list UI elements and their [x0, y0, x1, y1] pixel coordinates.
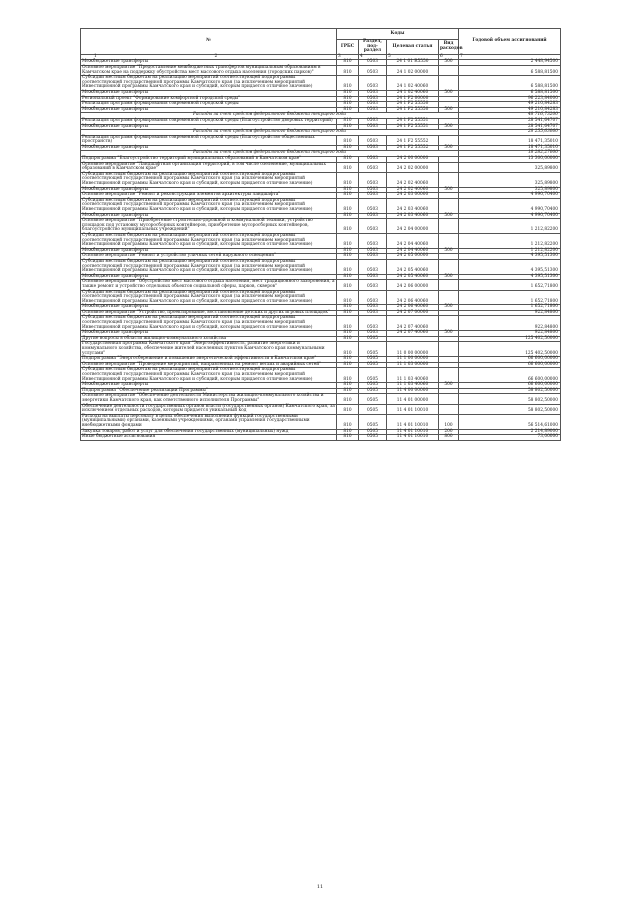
- amount-cell: 1 212,82200: [459, 233, 561, 248]
- table-row: [81, 394, 561, 404]
- vr-cell: [439, 219, 459, 234]
- section-cell: 0503: [359, 193, 387, 199]
- target-cell: 24 2 07 00000: [387, 310, 439, 316]
- section-cell: 0505: [359, 435, 387, 441]
- column-index: 6: [439, 54, 459, 60]
- section-cell: 0503: [359, 90, 387, 96]
- table-row: [81, 65, 561, 75]
- budget-table: [80, 28, 561, 441]
- target-cell: 11 1 03 40060: [387, 383, 439, 389]
- section-cell: 0503: [359, 316, 387, 331]
- vr-cell: [439, 394, 459, 404]
- vr-cell: 500: [439, 213, 459, 219]
- table-header: [81, 29, 561, 55]
- amount-cell: 2 214,89000: [459, 429, 561, 435]
- description-cell: Субсидии местным бюджетам на реализацию мероприятий соответствующей подпрограммы соответствующей государственной программы Камчатского края (за исключением мероприятий Инвестиционной программы Камчатского края и субсидий, которым придается отличное значение): [81, 290, 337, 305]
- grbs-cell: 810: [337, 254, 359, 260]
- target-cell: 24 2 03 40060: [387, 198, 439, 213]
- target-cell: 11 4 00 00000: [387, 388, 439, 394]
- grbs-cell: 810: [337, 219, 359, 234]
- description-cell: Субсидии местным бюджетам на реализацию мероприятий соответствующей подпрограммы соответствующей государственной программы Камчатского края (за исключением мероприятий Инвестиционной программы Камчатского края и субсидий, которым придается отличное значение): [81, 259, 337, 274]
- target-cell: 24 2 03 00000: [387, 193, 439, 199]
- target-cell: 11 1 03 00000: [387, 362, 439, 368]
- table-row: [81, 219, 561, 234]
- description-cell: Основное мероприятие "Обустройство мест массового отдыха населения, мест традиционного захоронения, а также ремонт и устройство отдельных объектов социальной сферы, парков, скверов": [82, 279, 335, 289]
- section-cell: 0503: [359, 290, 387, 305]
- description-cell: Межбюджетные трансферты: [81, 90, 337, 96]
- target-cell: 11 4 01 10010: [387, 429, 439, 435]
- grbs-cell: 810: [337, 414, 359, 429]
- target-cell: 24 2 06 00000: [387, 280, 439, 290]
- section-cell: 0503: [359, 124, 387, 130]
- target-cell: 24 1 F2 55552: [387, 145, 439, 151]
- grbs-cell: 810: [337, 107, 359, 113]
- target-cell: 24 1 01 R5550: [387, 60, 439, 66]
- amount-cell: 922,84800: [459, 310, 561, 316]
- vr-cell: [439, 76, 459, 91]
- grbs-cell: 810: [337, 435, 359, 441]
- description-cell: Другие вопросы в области жилищно-коммунального хозяйства: [81, 336, 337, 342]
- table-row: [81, 259, 561, 274]
- grbs-cell: 810: [337, 213, 359, 219]
- table-row: [81, 172, 561, 187]
- grbs-cell: 810: [337, 357, 359, 363]
- section-cell: 0503: [359, 162, 387, 172]
- column-index: 3: [337, 54, 359, 60]
- target-cell: 24 2 04 40060: [387, 248, 439, 254]
- header-total: Годовой объем ассигнований: [459, 29, 561, 55]
- section-cell: 0505: [359, 336, 387, 342]
- grbs-cell: 810: [337, 259, 359, 274]
- target-cell: 11 0 00 00000: [387, 342, 439, 357]
- vr-cell: [439, 259, 459, 274]
- section-cell: 0503: [359, 198, 387, 213]
- amount-cell: 325,89800: [459, 172, 561, 187]
- target-cell: 24 2 06 40060: [387, 305, 439, 311]
- vr-cell: 500: [439, 60, 459, 66]
- vr-cell: 500: [439, 274, 459, 280]
- grbs-cell: 810: [337, 331, 359, 337]
- vr-cell: 500: [439, 331, 459, 337]
- target-cell: 24 1 F2 55551: [387, 118, 439, 124]
- column-index-label: 2: [214, 53, 218, 59]
- vr-cell: [439, 316, 459, 331]
- description-cell: Межбюджетные трансферты: [81, 60, 337, 66]
- description-cell: Региональный проект "Формирование комфортной городской среды": [81, 96, 337, 102]
- amount-cell: 4 990,70400: [459, 198, 561, 213]
- amount-cell: 66 600,00000: [459, 362, 561, 368]
- table-row: [81, 280, 561, 290]
- grbs-cell: 810: [337, 172, 359, 187]
- description-cell: Межбюджетные трансферты: [81, 145, 337, 151]
- section-cell: 0503: [359, 187, 387, 193]
- grbs-cell: 810: [337, 429, 359, 435]
- header-grbs: ГРБС: [337, 40, 359, 55]
- amount-cell: 4 990,70400: [459, 213, 561, 219]
- grbs-cell: 810: [337, 124, 359, 130]
- section-cell: 0503: [359, 280, 387, 290]
- section-cell: 0503: [359, 157, 387, 163]
- section-cell: 0505: [359, 394, 387, 404]
- vr-cell: [439, 280, 459, 290]
- description-cell: Реализация программ формирования современной городской среды: [81, 102, 337, 108]
- target-cell: 24 2 06 40060: [387, 290, 439, 305]
- vr-cell: 200: [439, 429, 459, 435]
- grbs-cell: 810: [337, 157, 359, 163]
- target-cell: 24 1 F2 55551: [387, 124, 439, 130]
- vr-cell: [439, 290, 459, 305]
- amount-cell: 4 395,51300: [459, 274, 561, 280]
- vr-cell: [439, 162, 459, 172]
- description-cell: Основное мероприятие "Проведение мероприятий, направленных на ремонт ветхих и аварийных сетей": [81, 362, 337, 368]
- table-row: [81, 290, 561, 305]
- target-cell: 24 2 07 40060: [387, 316, 439, 331]
- target-cell: 24 1 F2 55552: [387, 135, 439, 145]
- amount-cell: 6 588,81500: [459, 90, 561, 96]
- vr-cell: [439, 342, 459, 357]
- target-cell: 24 2 05 40060: [387, 274, 439, 280]
- table-row: [81, 435, 561, 441]
- description-cell: Межбюджетные трансферты: [81, 124, 337, 130]
- section-cell: 0503: [359, 102, 387, 108]
- description-cell: Основное мероприятие "Ландшафтная организация территорий, в том числе озеленение, муниципальных образований в Камчатском крае": [81, 162, 337, 172]
- section-cell: 0505: [359, 388, 387, 394]
- target-cell: 11 4 01 10010: [387, 435, 439, 441]
- section-cell: 0503: [359, 118, 387, 124]
- table-row: [81, 76, 561, 91]
- grbs-cell: 810: [337, 305, 359, 311]
- description-cell: Подпрограмма "Энергосбережение и повышение энергетической эффективности в Камчатском крае": [81, 357, 337, 363]
- note-text: Расходы за счет средств федерального бюджета текущего года: [81, 151, 459, 157]
- target-cell: 24 2 04 00000: [387, 219, 439, 234]
- grbs-cell: 810: [337, 233, 359, 248]
- amount-cell: 4 990,70400: [459, 193, 561, 199]
- table-row: [81, 414, 561, 429]
- amount-cell: 18 282,27000: [459, 151, 561, 157]
- amount-cell: 18 471,35010: [459, 145, 561, 151]
- description-cell: Субсидии местным бюджетам на реализацию мероприятий соответствующей подпрограммы соответствующей государственной программы Камчатского края (за исключением мероприятий Инвестиционной программы Камчатского края и субсидий, которым придается отличное значение): [81, 368, 337, 383]
- vr-cell: 500: [439, 383, 459, 389]
- amount-cell: 18 471,35010: [459, 135, 561, 145]
- target-cell: 24 2 02 40060: [387, 187, 439, 193]
- grbs-cell: 810: [337, 76, 359, 91]
- description-cell: Подпрограмма "Благоустройство территорий муниципальных образований в Камчатском крае": [81, 157, 337, 163]
- table-row: [81, 404, 561, 414]
- target-cell: 24 1 F2 00000: [387, 96, 439, 102]
- description-cell: Межбюджетные трансферты: [81, 248, 337, 254]
- grbs-cell: 810: [337, 274, 359, 280]
- target-cell: 11 4 01 10010: [387, 414, 439, 429]
- description-cell: Основное мероприятие "Предоставление межбюджетных трансфертов муниципальным образованиям в Камчатском крае на поддержку обустройства мест массового отдыха населения (городских парков)": [81, 65, 337, 75]
- description-cell: Межбюджетные трансферты: [81, 107, 337, 113]
- amount-cell: 48 716,73200: [459, 113, 561, 119]
- section-cell: 0503: [359, 107, 387, 113]
- grbs-cell: 810: [337, 96, 359, 102]
- target-cell: 24 1 02 40060: [387, 90, 439, 96]
- vr-cell: [439, 172, 459, 187]
- header-num: №: [81, 29, 337, 55]
- grbs-cell: 810: [337, 193, 359, 199]
- table-row: [81, 135, 561, 145]
- description-cell: Подпрограмма "Обеспечение реализации Программы": [81, 388, 337, 394]
- vr-cell: 800: [439, 435, 459, 441]
- amount-cell: 325,89800: [459, 187, 561, 193]
- amount-cell: 1 652,71800: [459, 290, 561, 305]
- section-cell: 0503: [359, 96, 387, 102]
- grbs-cell: 810: [337, 404, 359, 414]
- grbs-cell: 810: [337, 388, 359, 394]
- description-cell: Реализация программ формирования современной городской среды (Благоустройство дворовых территорий): [81, 118, 337, 124]
- vr-cell: [439, 135, 459, 145]
- vr-cell: 500: [439, 305, 459, 311]
- table-row: [81, 342, 561, 357]
- description-cell: Расходы на выплаты персоналу в целях обеспечения выполнения функций государственными (муниципальными) органами, казенными учреждениями, органами управления государственными внебюджетными фондами: [81, 414, 337, 429]
- target-cell: 24 2 04 40060: [387, 233, 439, 248]
- header-section: Раздел, под-раздел: [359, 40, 387, 55]
- grbs-cell: 810: [337, 60, 359, 66]
- description-cell: Субсидии местным бюджетам на реализацию мероприятий соответствующей подпрограммы соответствующей государственной программы Камчатского края (за исключением мероприятий Инвестиционной программы Камчатского края и субсидий, которым придается отличное значение): [81, 172, 337, 187]
- budget-document: [80, 28, 560, 441]
- grbs-cell: 810: [337, 102, 359, 108]
- vr-cell: [439, 233, 459, 248]
- target-cell: 24 1 F2 55550: [387, 107, 439, 113]
- target-cell: 24 2 07 40060: [387, 331, 439, 337]
- amount-cell: 4 395,51300: [459, 259, 561, 274]
- section-cell: 0503: [359, 274, 387, 280]
- description-cell: Закупка товаров, работ и услуг для обеспечения государственных (муниципальных) нужд: [81, 429, 337, 435]
- target-cell: 24 2 03 40060: [387, 213, 439, 219]
- section-cell: 0505: [359, 404, 387, 414]
- amount-cell: 125 402,50000: [459, 342, 561, 357]
- description-cell: Основное мероприятие "Ремонт и реконструкция элементов архитектуры ландшафта": [81, 193, 337, 199]
- description-cell: Иные бюджетные ассигнования: [81, 435, 337, 441]
- column-index: 4: [359, 54, 387, 60]
- amount-cell: 1 212,82200: [459, 248, 561, 254]
- vr-cell: 100: [439, 414, 459, 429]
- description-cell: Межбюджетные трансферты: [81, 274, 337, 280]
- section-cell: 0505: [359, 342, 387, 357]
- section-cell: 0503: [359, 233, 387, 248]
- section-cell: 0503: [359, 135, 387, 145]
- section-cell: 0503: [359, 305, 387, 311]
- section-cell: 0505: [359, 362, 387, 368]
- table-body: [81, 54, 561, 440]
- amount-cell: 6 588,81500: [459, 65, 561, 75]
- vr-cell: 500: [439, 90, 459, 96]
- description-cell: Субсидии местным бюджетам на реализацию мероприятий соответствующей подпрограммы соответствующей государственной программы Камчатского края (за исключением мероприятий Инвестиционной программы Камчатского края и субсидий, которым придается отличное значение): [81, 76, 337, 91]
- amount-cell: 56 514,61000: [459, 414, 561, 429]
- section-cell: 0503: [359, 310, 387, 316]
- grbs-cell: 810: [337, 135, 359, 145]
- amount-cell: 1 212,82200: [459, 219, 561, 234]
- table-row: [81, 162, 561, 172]
- amount-cell: 922,84800: [459, 316, 561, 331]
- description-cell: Межбюджетные трансферты: [81, 331, 337, 337]
- header-codes: Коды: [337, 29, 459, 40]
- section-cell: 0503: [359, 76, 387, 91]
- amount-cell: 325,89800: [459, 162, 561, 172]
- section-cell: 0503: [359, 219, 387, 234]
- description-cell: Основное мероприятие "Обеспечение деятельности Министерства жилищно-коммунального хозяйства и энергетики Камчатского края, как ответственного исполнителя Программы": [81, 394, 337, 404]
- section-cell: 0503: [359, 248, 387, 254]
- vr-cell: [439, 404, 459, 414]
- vr-cell: 500: [439, 187, 459, 193]
- grbs-cell: 810: [337, 187, 359, 193]
- description-cell: Государственная программа Камчатского края "Энергоэффективность, развитие энергетики и коммунального хозяйства, обеспечение жителей населенных пунктов Камчатского края коммунальными услугами": [81, 342, 337, 357]
- grbs-cell: 810: [337, 145, 359, 151]
- grbs-cell: 810: [337, 90, 359, 96]
- amount-cell: 66 600,00000: [459, 368, 561, 383]
- vr-cell: [439, 65, 459, 75]
- vr-cell: 500: [439, 107, 459, 113]
- description-cell: Обеспечение деятельности государственных органов власти (государственных органов) Камчатского края, за исключением отдельных расходов, которым придается уникальный код: [82, 403, 335, 414]
- amount-cell: 6 588,81500: [459, 76, 561, 91]
- note-text: Расходы за счет средств федерального бюджета текущего года: [81, 113, 459, 119]
- amount-cell: 66 600,00000: [459, 383, 561, 389]
- vr-cell: [439, 198, 459, 213]
- note-text: Расходы за счет средств федерального бюджета текущего года: [81, 130, 459, 136]
- target-cell: 24 2 05 00000: [387, 254, 439, 260]
- table-row: [81, 233, 561, 248]
- section-cell: 0503: [359, 254, 387, 260]
- amount-cell: 49 210,84283: [459, 102, 561, 108]
- amount-cell: 58 802,50000: [459, 404, 561, 414]
- section-cell: 0503: [359, 60, 387, 66]
- grbs-cell: 810: [337, 336, 359, 342]
- table-row: [81, 316, 561, 331]
- grbs-cell: 810: [337, 342, 359, 357]
- amount-cell: 28 255,63060: [459, 130, 561, 136]
- description-cell: Межбюджетные трансферты: [81, 187, 337, 193]
- amount-cell: 125 402,50000: [459, 336, 561, 342]
- grbs-cell: 810: [337, 248, 359, 254]
- amount-cell: 58 802,50000: [459, 388, 561, 394]
- description-cell: Субсидии местным бюджетам на реализацию мероприятий соответствующей подпрограммы соответствующей государственной программы Камчатского края (за исключением мероприятий Инвестиционной программы Камчатского края и субсидий, которым придается отличное значение): [81, 316, 337, 331]
- column-index: 5: [387, 54, 439, 60]
- amount-cell: 96 223,84000: [459, 96, 561, 102]
- vr-cell: [439, 368, 459, 383]
- amount-cell: 49 210,84283: [459, 107, 561, 113]
- target-cell: 11 1 00 00000: [387, 357, 439, 363]
- description-cell: Реализация программ формирования современной городской среды (Благоустройство общественных пространств): [81, 135, 337, 145]
- target-cell: 24 1 F2 55550: [387, 102, 439, 108]
- amount-cell: 922,84800: [459, 331, 561, 337]
- amount-cell: 28 541,64707: [459, 118, 561, 124]
- description-cell: Основное мероприятие "Устройство, проектирование, восстановление детских и других игровых площадок": [81, 310, 337, 316]
- grbs-cell: 810: [337, 394, 359, 404]
- description-cell: Межбюджетные трансферты: [81, 305, 337, 311]
- amount-cell: 1 652,71800: [459, 280, 561, 290]
- section-cell: 0505: [359, 429, 387, 435]
- grbs-cell: 810: [337, 280, 359, 290]
- description-cell: Основное мероприятие "Ремонт и устройство уличных сетей наружного освещения": [81, 254, 337, 260]
- grbs-cell: 810: [337, 162, 359, 172]
- grbs-cell: 810: [337, 383, 359, 389]
- amount-cell: 28 541,64707: [459, 124, 561, 130]
- grbs-cell: 810: [337, 290, 359, 305]
- section-cell: 0505: [359, 414, 387, 429]
- vr-cell: 500: [439, 145, 459, 151]
- section-cell: 0503: [359, 65, 387, 75]
- grbs-cell: 810: [337, 368, 359, 383]
- description-cell: Субсидии местным бюджетам на реализацию мероприятий соответствующей подпрограммы соответствующей государственной программы Камчатского края (за исключением мероприятий Инвестиционной программы Камчатского края и субсидий, которым придается отличное значение): [81, 198, 337, 213]
- description-cell: Межбюджетные трансферты: [81, 383, 337, 389]
- table-row: [81, 198, 561, 213]
- vr-cell: 500: [439, 248, 459, 254]
- grbs-cell: 810: [337, 362, 359, 368]
- target-cell: 24 1 02 40060: [387, 76, 439, 91]
- amount-cell: 13 300,00000: [459, 157, 561, 163]
- amount-cell: 2 448,94500: [459, 60, 561, 66]
- section-cell: 0503: [359, 259, 387, 274]
- target-cell: 24 2 05 40060: [387, 259, 439, 274]
- section-cell: 0503: [359, 172, 387, 187]
- vr-cell: 500: [439, 124, 459, 130]
- page-number: 11: [316, 884, 324, 890]
- amount-cell: 1 652,71800: [459, 305, 561, 311]
- description-cell: Межбюджетные трансферты: [81, 213, 337, 219]
- target-cell: 24 2 00 00000: [387, 157, 439, 163]
- section-cell: 0505: [359, 368, 387, 383]
- section-cell: 0505: [359, 357, 387, 363]
- grbs-cell: 810: [337, 316, 359, 331]
- target-cell: 24 2 02 40060: [387, 172, 439, 187]
- target-cell: 11 4 01 00000: [387, 394, 439, 404]
- target-cell: 24 2 02 00000: [387, 162, 439, 172]
- header-vr: Вид расходов: [439, 40, 459, 55]
- target-cell: 11 1 03 40060: [387, 368, 439, 383]
- column-index: 7: [459, 54, 561, 60]
- section-cell: 0505: [359, 383, 387, 389]
- section-cell: 0503: [359, 331, 387, 337]
- amount-cell: 58 802,50000: [459, 394, 561, 404]
- description-cell: Субсидии местным бюджетам на реализацию мероприятий соответствующей подпрограммы соответствующей государственной программы Камчатского края (за исключением мероприятий Инвестиционной программы Камчатского края и субсидий, которым придается отличное значение): [81, 233, 337, 248]
- grbs-cell: 810: [337, 65, 359, 75]
- table-row: [81, 368, 561, 383]
- target-cell: 24 1 02 00000: [387, 65, 439, 75]
- grbs-cell: 810: [337, 198, 359, 213]
- amount-cell: 73,00000: [459, 435, 561, 441]
- target-cell: 11 4 01 10010: [387, 404, 439, 414]
- grbs-cell: 810: [337, 310, 359, 316]
- section-cell: 0503: [359, 213, 387, 219]
- section-cell: 0503: [359, 145, 387, 151]
- header-target: Целевая статья: [387, 40, 439, 55]
- description-cell: Основное мероприятие "Приобретение строительно-дорожной и коммунальной техники, устройство площадок под установку мусоросборных контейнеров, приобретение мусоросборных контейнеров, благоустройство муниципальных учреждений": [81, 219, 337, 234]
- amount-cell: 66 600,00000: [459, 357, 561, 363]
- amount-cell: 4 395,51300: [459, 254, 561, 260]
- column-index-label: 1: [94, 53, 97, 59]
- grbs-cell: 810: [337, 118, 359, 124]
